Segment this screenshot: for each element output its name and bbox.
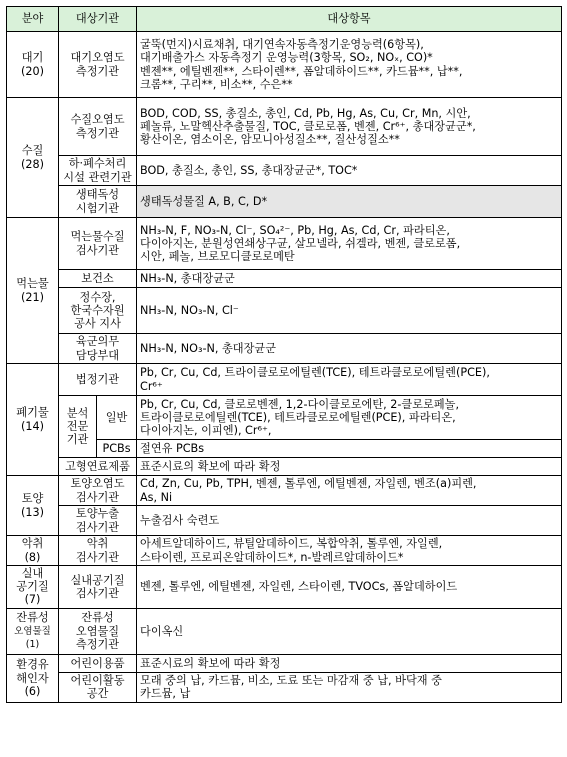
field-name: 토양 [21,492,44,506]
institution-cell: 대기오염도 측정기관 [59,32,137,98]
items-cell [137,476,562,506]
institution-cell: 토양누출 검사기관 [59,506,137,536]
institution-cell: 생태독성 시험기관 [59,186,137,218]
field-cell [7,536,59,566]
field-cell [7,364,59,476]
institution-cell: 고형연료제품 [59,458,137,476]
table-row [7,672,562,702]
item-text: 트라이클로로에틸렌(TCE), 테트라클로로에틸렌(PCE), 파라티온, [140,410,456,424]
field-cell [7,566,59,609]
item-text: BOD, COD, SS, 총질소, 총인, Cd, Pb, Hg, As, Cu, Cr, Mn, 시안, [140,106,471,120]
items-cell [137,156,562,186]
items-cell [137,566,562,609]
item-text: 벤젠**, 에틸벤젠**, 스타이렌**, 폼알데하이드**, 카드뮴**, 납**, [140,64,463,78]
field-count: (28) [21,157,44,171]
item-text: 모래 중의 납, 카드뮴, 비소, 도료 또는 마감재 중 납, 바닥재 중 [140,673,442,687]
institution-cell: 정수장, 한국수자원 공사 지사 [59,288,137,334]
field-name: 잔류성 [16,611,49,625]
field-count: 오염물질(1) [14,625,51,650]
field-count: (21) [21,290,44,304]
institution-cell: 육군의무 담당부대 [59,334,137,364]
items-cell [137,672,562,702]
field-name: 폐기물 [16,406,49,420]
field-cell [7,608,59,654]
item-text: 다이아지논, 이피엔), Cr⁶⁺, [140,424,272,438]
field-cell [7,98,59,218]
target-items-table [6,6,562,703]
items-cell [137,334,562,364]
item-text: 절연유 PCBs [140,441,205,455]
items-cell [137,186,562,218]
item-text: NH₃-N, 총대장균군 [140,271,235,285]
header-field: 분야 [7,7,59,32]
table-row [7,506,562,536]
table-row [7,364,562,396]
institution-cell: 하·폐수처리 시설 관련기관 [59,156,137,186]
item-text: Pb, Cr, Cu, Cd, 클로로벤젠, 1,2-다이클로로에탄, 2-클로로페놀, [140,397,460,411]
field-count: (14) [21,419,44,433]
item-text: 크롬**, 구리**, 비소**, 수은** [140,77,293,91]
item-text: 카드뮴, 납 [140,687,191,701]
item-text: 표준시료의 확보에 따라 확정 [140,459,281,473]
items-cell [137,364,562,396]
item-text: 다이옥신 [140,624,184,638]
institution-cell: 잔류성 오염물질 측정기관 [59,608,137,654]
items-cell [137,506,562,536]
items-cell [137,608,562,654]
field-count: (6) [24,684,41,698]
item-text: As, Ni [140,490,173,504]
header-institution: 대상기관 [59,7,137,32]
table-container [6,6,561,703]
table-row [7,186,562,218]
institution-cell: 먹는물수질 검사기관 [59,218,137,270]
item-text: BOD, 총질소, 총인, SS, 총대장균군*, TOC* [140,163,358,177]
item-text: NH₃-N, NO₃-N, Cl⁻ [140,303,239,317]
item-text: Cd, Zn, Cu, Pb, TPH, 벤젠, 톨루엔, 에틸벤젠, 자일렌, 벤조(a)피렌, [140,477,477,491]
table-row [7,270,562,288]
items-cell [137,440,562,458]
header-items: 대상항목 [137,7,562,32]
table-row [7,566,562,609]
field-cell [7,32,59,98]
field-name: 대기 [21,51,44,65]
field-name: 환경유 해인자 [16,658,49,685]
institution-cell: 토양오염도 검사기관 [59,476,137,506]
item-text: 굴뚝(먼지)시료채취, 대기연속자동측정기운영능력(6항목), [140,38,424,52]
item-text: 생태독성물질 A, B, C, D* [140,194,268,208]
table-row [7,476,562,506]
institution-cell: 어린이활동 공간 [59,672,137,702]
items-cell [137,270,562,288]
table-row [7,156,562,186]
items-cell [137,288,562,334]
item-text: Pb, Cr, Cu, Cd, 트라이클로로에틸렌(TCE), 테트라클로로에틸렌(PCE), [140,366,490,380]
items-cell [137,396,562,440]
item-text: 페놀류, 노말헥산추출물질, TOC, 클로로폼, 벤젠, Cr⁶⁺, 총대장균군*, [140,119,476,133]
institution-cell: 법정기관 [59,364,137,396]
table-row [7,654,562,672]
items-cell [137,98,562,156]
table-row [7,98,562,156]
items-cell [137,654,562,672]
items-cell [137,536,562,566]
item-text: Cr⁶⁺ [140,379,163,393]
field-count: (8) [24,550,41,564]
field-cell [7,218,59,364]
item-text: 스타이렌, 프로피온알데하이드*, n-발레르알데하이드* [140,550,404,564]
items-cell [137,218,562,270]
field-count: (20) [21,64,44,78]
institution-subtype: 일반 [97,396,137,440]
institution-cell: 실내공기질 검사기관 [59,566,137,609]
table-row [7,32,562,98]
institution-subtype: PCBs [97,440,137,458]
institution-cell: 어린이용품 [59,654,137,672]
table-row [7,334,562,364]
institution-cell: 보건소 [59,270,137,288]
field-name: 실내 공기질 [16,567,49,594]
items-cell [137,32,562,98]
item-text: NH₃-N, NO₃-N, 총대장균군 [140,341,277,355]
item-text: 누출검사 숙련도 [140,513,220,527]
institution-group: 분석 전문 기관 [59,396,97,458]
field-count: (7) [24,593,41,607]
field-name: 수질 [21,144,44,158]
item-text: 벤젠, 톨루엔, 에틸벤젠, 자일렌, 스타이렌, TVOCs, 폼알데하이드 [140,580,458,594]
field-cell [7,654,59,702]
items-cell [137,458,562,476]
header-row [7,7,562,32]
field-name: 먹는물 [16,277,49,291]
institution-cell: 악취 검사기관 [59,536,137,566]
item-text: 다이아지논, 분원성연쇄상구균, 살모넬라, 쉬겔라, 벤젠, 클로로폼, [140,236,461,250]
item-text: 아세트알데하이드, 뷰틸알데하이드, 복합악취, 톨루엔, 자일렌, [140,537,443,551]
institution-cell: 수질오염도 측정기관 [59,98,137,156]
table-row [7,396,562,440]
table-row [7,536,562,566]
field-count: (13) [21,505,44,519]
table-row [7,458,562,476]
table-row [7,608,562,654]
field-name: 악취 [21,537,44,551]
field-cell [7,476,59,536]
item-text: 시안, 페놀, 브로모디클로로메탄 [140,250,295,264]
item-text: 대기배출가스 자동측정기 운영능력(3항목, SO₂, NOₓ, CO)* [140,51,433,65]
item-text: 황산이온, 염소이온, 암모니아성질소**, 질산성질소** [140,133,400,147]
item-text: 표준시료의 확보에 따라 확정 [140,656,281,670]
table-row [7,218,562,270]
table-row [7,288,562,334]
item-text: NH₃-N, F, NO₃-N, Cl⁻, SO₄²⁻, Pb, Hg, As, Cd, Cr, 파라티온, [140,223,450,237]
